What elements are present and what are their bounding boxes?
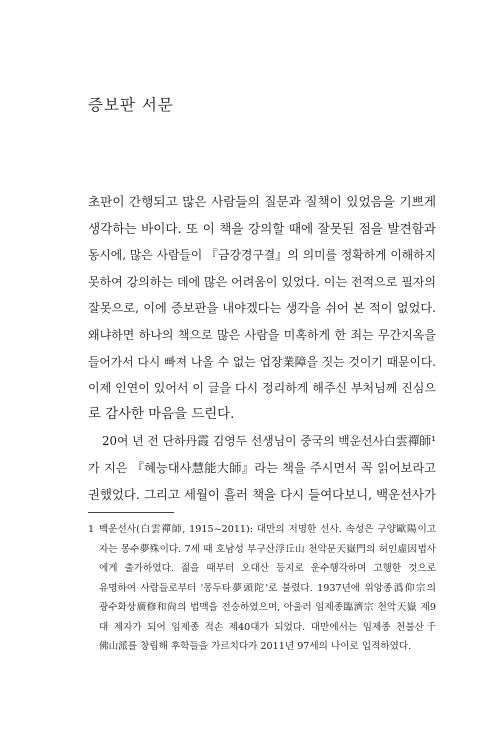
text-line: 못하여 강의하는 데에 많은 어려움이 있었다. 이는 전적으로 필자의 [88, 274, 436, 289]
footnote [88, 520, 436, 657]
footnote-line: 佛山派를 창립해 후학들을 가르치다가 2011년 97세의 나이로 입적하였다. [99, 641, 412, 652]
text-line: 초판이 간행되고 많은 사람들의 질문과 질책이 있었음을 기쁘게 [88, 194, 436, 209]
footnote-line: 대 제자가 되어 임제종 적손 제40대가 되었다. 대만에서는 임제종 천불산千 [99, 621, 436, 633]
text-line: 생각하는 바이다. 또 이 책을 강의할 때에 잘못된 점을 발견함과 [88, 220, 436, 236]
text-line: 동시에, 많은 사람들이 『금강경구결』의 의미를 정확하게 이해하지 [88, 248, 436, 263]
text-line: 로 감사한 마음을 드린다. [88, 406, 235, 422]
preface-body [88, 189, 436, 508]
footnote-line: 에게 출가하였다. 젊을 때부터 오대산 등지로 운수행각하며 고행한 것으로 [99, 563, 436, 574]
text-line: 왜냐하면 하나의 책으로 많은 사람을 미혹하게 한 죄는 무간지옥을 [88, 327, 436, 342]
text-line: 잘못으로, 이에 증보판을 내야겠다는 생각을 쉬어 본 적이 없었다. [88, 301, 436, 316]
footnote-divider [88, 512, 174, 513]
footnote-line: 유명하여 사람들로부터 '몽두타夢頭陀'로 불렸다. 1937년에 위앙종潙仰宗의 [99, 582, 436, 594]
text-line: 들어가서 다시 빠져 나올 수 없는 업장業障을 짓는 것이기 때문이다. [88, 354, 436, 369]
footnote-marker: 1 [88, 524, 95, 535]
text-line: 가 지은 『혜능대사慧能大師』라는 책을 주시면서 꼭 읽어보라고 [88, 460, 436, 475]
footnote-line: 백운선사(白雲禪師, 1915~2011): 대만의 저명한 선사. 속성은 구양歐陽이고 [99, 524, 436, 535]
text-line: 20여 년 전 단하丹霞 김영두 선생님이 중국의 백운선사白雲禪師¹ [102, 434, 436, 449]
footnote-line: 자는 몽수夢殊이다. 7세 때 호남성 부구산浮丘山 천악문天嶽門의 허인虛因법사 [99, 543, 436, 555]
text-line: 권했었다. 그리고 세월이 흘러 책을 다시 들여다보니, 백운선사가 [88, 486, 436, 502]
preface-title: 증보판 서문 [88, 96, 174, 114]
footnote-line: 광수화상廣修和尙의 법맥을 전승하였으며, 아울러 임제종臨濟宗 천악天嶽 제9 [99, 602, 436, 613]
paragraph-1 [88, 189, 436, 428]
text-line: 이제 인연이 있어서 이 글을 다시 정리하게 해주신 부처님께 진심으 [88, 381, 436, 396]
paragraph-2 [88, 428, 436, 508]
